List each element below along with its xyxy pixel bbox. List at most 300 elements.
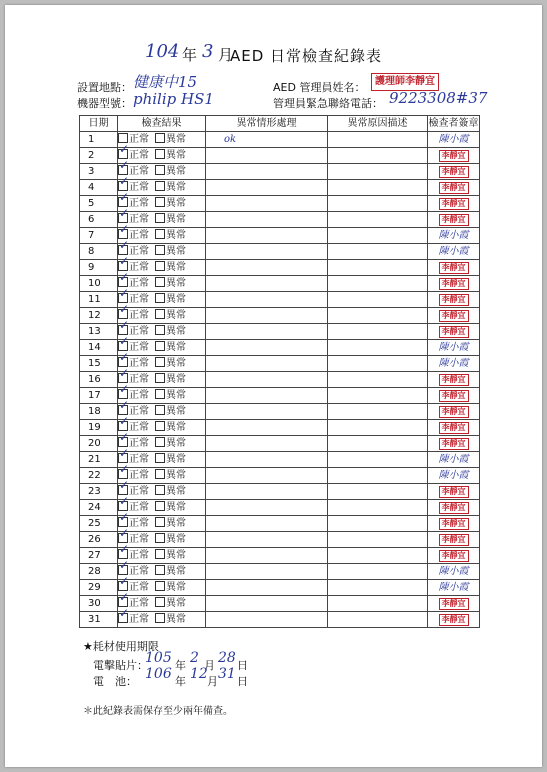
reason-cell xyxy=(328,564,428,580)
reason-cell xyxy=(328,244,428,260)
signature-handwritten: 陳小霞 xyxy=(438,566,469,577)
abnormal-checkbox[interactable] xyxy=(155,453,165,463)
reason-cell xyxy=(328,132,428,148)
result-cell xyxy=(118,324,206,340)
table-row xyxy=(80,612,480,628)
reason-cell xyxy=(328,276,428,292)
result-cell xyxy=(118,292,206,308)
abnormal-label: 異常 xyxy=(166,166,186,177)
signature-cell xyxy=(428,324,480,340)
normal-label: 正常 xyxy=(129,406,149,417)
abnormal-checkbox[interactable] xyxy=(155,565,165,575)
signature-stamp: 李靜宜 xyxy=(439,486,469,498)
table-row xyxy=(80,532,480,548)
abnormal-label: 異常 xyxy=(166,390,186,401)
signature-handwritten: 陳小霞 xyxy=(438,582,469,593)
result-cell xyxy=(118,564,206,580)
reason-cell xyxy=(328,308,428,324)
table-row xyxy=(80,308,480,324)
signature-stamp: 李靜宜 xyxy=(439,294,469,306)
abnormal-checkbox[interactable] xyxy=(155,389,165,399)
date-cell: 21 xyxy=(80,452,118,468)
signature-cell xyxy=(428,500,480,516)
abnormal-label: 異常 xyxy=(166,294,186,305)
abnormal-label: 異常 xyxy=(166,278,186,289)
abnormal-checkbox[interactable] xyxy=(155,597,165,607)
manager-stamp: 護理師李靜宜 xyxy=(371,73,439,91)
signature-cell xyxy=(428,372,480,388)
handling-cell xyxy=(206,308,328,324)
reason-cell xyxy=(328,404,428,420)
abnormal-checkbox[interactable] xyxy=(155,469,165,479)
table-row xyxy=(80,516,480,532)
table-row xyxy=(80,340,480,356)
handling-cell xyxy=(206,468,328,484)
normal-label: 正常 xyxy=(129,230,149,241)
normal-label: 正常 xyxy=(129,246,149,257)
table-row xyxy=(80,580,480,596)
date-cell: 6 xyxy=(80,212,118,228)
result-cell xyxy=(118,468,206,484)
reason-cell xyxy=(328,228,428,244)
handling-cell xyxy=(206,340,328,356)
abnormal-label: 異常 xyxy=(166,182,186,193)
signature-cell xyxy=(428,212,480,228)
abnormal-label: 異常 xyxy=(166,438,186,449)
retention-note: ＊此紀錄表需保存至少兩年備查。 xyxy=(83,706,233,717)
signature-cell xyxy=(428,532,480,548)
signature-stamp: 李靜宜 xyxy=(439,198,469,210)
abnormal-label: 異常 xyxy=(166,550,186,561)
result-cell xyxy=(118,340,206,356)
signature-cell xyxy=(428,308,480,324)
header-signature: 檢查者簽章 xyxy=(428,116,480,132)
signature-cell xyxy=(428,180,480,196)
abnormal-checkbox[interactable] xyxy=(155,213,165,223)
reason-cell xyxy=(328,532,428,548)
pads-month: 2 xyxy=(190,650,199,666)
date-cell: 13 xyxy=(80,324,118,340)
abnormal-checkbox[interactable] xyxy=(155,149,165,159)
abnormal-label: 異常 xyxy=(166,422,186,433)
table-row xyxy=(80,292,480,308)
abnormal-label: 異常 xyxy=(166,502,186,513)
signature-cell xyxy=(428,436,480,452)
normal-label: 正常 xyxy=(129,470,149,481)
signature-stamp: 李靜宜 xyxy=(439,166,469,178)
signature-cell xyxy=(428,516,480,532)
header-handling: 異常情形處理 xyxy=(206,116,328,132)
abnormal-checkbox[interactable] xyxy=(155,165,165,175)
date-cell: 20 xyxy=(80,436,118,452)
signature-stamp: 李靜宜 xyxy=(439,534,469,546)
signature-cell xyxy=(428,484,480,500)
signature-handwritten: 陳小霞 xyxy=(438,470,469,481)
table-row xyxy=(80,132,480,148)
table-row xyxy=(80,324,480,340)
abnormal-checkbox[interactable] xyxy=(155,549,165,559)
result-cell xyxy=(118,404,206,420)
handling-cell xyxy=(206,404,328,420)
consumables-heading: ★耗材使用期限 xyxy=(83,640,159,653)
table-row xyxy=(80,212,480,228)
abnormal-checkbox[interactable] xyxy=(155,581,165,591)
signature-cell xyxy=(428,260,480,276)
signature-cell xyxy=(428,420,480,436)
signature-stamp: 李靜宜 xyxy=(439,182,469,194)
handling-cell: ok xyxy=(206,132,328,148)
abnormal-checkbox[interactable] xyxy=(155,613,165,623)
result-cell xyxy=(118,612,206,628)
normal-label: 正常 xyxy=(129,134,149,145)
pads-year: 105 xyxy=(145,650,172,666)
signature-stamp: 李靜宜 xyxy=(439,214,469,226)
normal-label: 正常 xyxy=(129,198,149,209)
signature-cell xyxy=(428,468,480,484)
table-row xyxy=(80,500,480,516)
result-cell xyxy=(118,148,206,164)
reason-cell xyxy=(328,500,428,516)
pads-year-unit: 年 xyxy=(175,659,186,672)
table-row xyxy=(80,468,480,484)
normal-label: 正常 xyxy=(129,598,149,609)
result-cell xyxy=(118,196,206,212)
abnormal-label: 異常 xyxy=(166,134,186,145)
handling-cell xyxy=(206,148,328,164)
result-cell xyxy=(118,228,206,244)
abnormal-checkbox[interactable] xyxy=(155,373,165,383)
abnormal-label: 異常 xyxy=(166,582,186,593)
handling-cell xyxy=(206,260,328,276)
date-cell: 11 xyxy=(80,292,118,308)
signature-handwritten: 陳小霞 xyxy=(438,454,469,465)
signature-handwritten: 陳小霞 xyxy=(438,342,469,353)
signature-cell xyxy=(428,548,480,564)
abnormal-checkbox[interactable] xyxy=(155,517,165,527)
handling-cell xyxy=(206,292,328,308)
normal-label: 正常 xyxy=(129,566,149,577)
table-row xyxy=(80,484,480,500)
abnormal-label: 異常 xyxy=(166,198,186,209)
year-label: 年 xyxy=(182,46,198,64)
handling-cell xyxy=(206,564,328,580)
result-cell xyxy=(118,436,206,452)
result-cell xyxy=(118,580,206,596)
normal-label: 正常 xyxy=(129,550,149,561)
phone-value: 9223308#37 xyxy=(389,89,488,107)
abnormal-checkbox[interactable] xyxy=(155,325,165,335)
normal-label: 正常 xyxy=(129,422,149,433)
handling-cell xyxy=(206,196,328,212)
handling-cell xyxy=(206,212,328,228)
manager-label: AED 管理員姓名： xyxy=(273,81,366,94)
handling-cell xyxy=(206,580,328,596)
abnormal-checkbox[interactable] xyxy=(155,277,165,287)
abnormal-label: 異常 xyxy=(166,230,186,241)
abnormal-label: 異常 xyxy=(166,534,186,545)
table-row xyxy=(80,388,480,404)
table-row xyxy=(80,596,480,612)
reason-cell xyxy=(328,468,428,484)
signature-cell xyxy=(428,404,480,420)
signature-handwritten: 陳小霞 xyxy=(438,134,469,145)
abnormal-checkbox[interactable] xyxy=(155,501,165,511)
signature-stamp: 李靜宜 xyxy=(439,406,469,418)
abnormal-checkbox[interactable] xyxy=(155,229,165,239)
result-cell xyxy=(118,548,206,564)
abnormal-checkbox[interactable] xyxy=(155,245,165,255)
abnormal-label: 異常 xyxy=(166,342,186,353)
date-cell: 27 xyxy=(80,548,118,564)
battery-year-unit: 年 xyxy=(175,675,186,688)
header-reason: 異常原因描述 xyxy=(328,116,428,132)
normal-label: 正常 xyxy=(129,326,149,337)
handling-cell xyxy=(206,500,328,516)
abnormal-label: 異常 xyxy=(166,150,186,161)
handling-cell xyxy=(206,180,328,196)
handling-cell xyxy=(206,228,328,244)
normal-label: 正常 xyxy=(129,454,149,465)
reason-cell xyxy=(328,164,428,180)
result-cell xyxy=(118,516,206,532)
normal-label: 正常 xyxy=(129,614,149,625)
reason-cell xyxy=(328,548,428,564)
handling-cell xyxy=(206,324,328,340)
table-header-row xyxy=(80,116,480,132)
check-log-table xyxy=(79,115,480,628)
handling-cell xyxy=(206,452,328,468)
date-cell: 8 xyxy=(80,244,118,260)
month-label: 月 xyxy=(218,46,234,64)
signature-handwritten: 陳小霞 xyxy=(438,230,469,241)
abnormal-checkbox[interactable] xyxy=(155,405,165,415)
signature-cell xyxy=(428,276,480,292)
table-row xyxy=(80,276,480,292)
model-label: 機器型號： xyxy=(77,97,132,110)
signature-cell xyxy=(428,196,480,212)
form-title xyxy=(5,41,542,67)
location-value: 健康中15 xyxy=(133,73,198,91)
signature-cell xyxy=(428,132,480,148)
result-cell xyxy=(118,372,206,388)
pads-day-unit: 日 xyxy=(237,659,248,672)
handling-cell xyxy=(206,356,328,372)
result-cell xyxy=(118,484,206,500)
abnormal-label: 異常 xyxy=(166,470,186,481)
handling-cell xyxy=(206,596,328,612)
handling-cell xyxy=(206,388,328,404)
abnormal-checkbox[interactable] xyxy=(155,293,165,303)
reason-cell xyxy=(328,484,428,500)
abnormal-checkbox[interactable] xyxy=(155,485,165,495)
date-cell: 23 xyxy=(80,484,118,500)
battery-month-unit: 月 xyxy=(207,675,218,688)
handling-cell xyxy=(206,612,328,628)
signature-cell xyxy=(428,340,480,356)
date-cell: 12 xyxy=(80,308,118,324)
table-row xyxy=(80,260,480,276)
table-row xyxy=(80,564,480,580)
abnormal-label: 異常 xyxy=(166,246,186,257)
signature-cell xyxy=(428,452,480,468)
date-cell: 15 xyxy=(80,356,118,372)
result-cell xyxy=(118,132,206,148)
battery-label: 電 池： xyxy=(93,675,137,688)
model-value: philip HS1 xyxy=(133,90,214,108)
month-handwritten: 3 xyxy=(202,41,214,62)
abnormal-label: 異常 xyxy=(166,358,186,369)
pads-day: 28 xyxy=(218,650,236,666)
signature-cell xyxy=(428,148,480,164)
table-body xyxy=(80,132,480,628)
year-handwritten: 104 xyxy=(145,41,180,62)
normal-label: 正常 xyxy=(129,502,149,513)
normal-label: 正常 xyxy=(129,262,149,273)
battery-day-unit: 日 xyxy=(237,675,248,688)
normal-label: 正常 xyxy=(129,582,149,593)
abnormal-label: 異常 xyxy=(166,454,186,465)
battery-year: 106 xyxy=(145,666,172,682)
date-cell: 5 xyxy=(80,196,118,212)
result-cell xyxy=(118,500,206,516)
normal-label: 正常 xyxy=(129,486,149,497)
signature-stamp: 李靜宜 xyxy=(439,550,469,562)
abnormal-checkbox[interactable] xyxy=(155,357,165,367)
date-cell: 18 xyxy=(80,404,118,420)
reason-cell xyxy=(328,372,428,388)
table-row xyxy=(80,420,480,436)
normal-label: 正常 xyxy=(129,214,149,225)
normal-label: 正常 xyxy=(129,374,149,385)
signature-handwritten: 陳小霞 xyxy=(438,358,469,369)
location-label: 設置地點： xyxy=(77,81,132,94)
reason-cell xyxy=(328,388,428,404)
handling-cell xyxy=(206,276,328,292)
date-cell: 17 xyxy=(80,388,118,404)
handling-cell xyxy=(206,484,328,500)
pads-label: 電擊貼片： xyxy=(93,659,148,672)
table-row xyxy=(80,404,480,420)
signature-cell xyxy=(428,228,480,244)
result-cell xyxy=(118,388,206,404)
signature-stamp: 李靜宜 xyxy=(439,502,469,514)
result-cell xyxy=(118,164,206,180)
signature-stamp: 李靜宜 xyxy=(439,326,469,338)
handling-cell xyxy=(206,420,328,436)
abnormal-checkbox[interactable] xyxy=(155,421,165,431)
date-cell: 16 xyxy=(80,372,118,388)
result-cell xyxy=(118,420,206,436)
abnormal-label: 異常 xyxy=(166,310,186,321)
battery-day: 31 xyxy=(218,666,236,682)
result-cell xyxy=(118,276,206,292)
date-cell: 28 xyxy=(80,564,118,580)
handling-cell xyxy=(206,516,328,532)
normal-label: 正常 xyxy=(129,294,149,305)
table-row xyxy=(80,196,480,212)
reason-cell xyxy=(328,580,428,596)
result-cell xyxy=(118,532,206,548)
signature-cell xyxy=(428,292,480,308)
abnormal-checkbox[interactable] xyxy=(155,341,165,351)
abnormal-checkbox[interactable] xyxy=(155,437,165,447)
handling-cell xyxy=(206,164,328,180)
pads-month-unit: 月 xyxy=(204,659,215,672)
reason-cell xyxy=(328,612,428,628)
signature-stamp: 李靜宜 xyxy=(439,438,469,450)
signature-stamp: 李靜宜 xyxy=(439,374,469,386)
date-cell: 4 xyxy=(80,180,118,196)
table-row xyxy=(80,148,480,164)
signature-cell xyxy=(428,612,480,628)
date-cell: 29 xyxy=(80,580,118,596)
abnormal-label: 異常 xyxy=(166,262,186,273)
signature-cell xyxy=(428,564,480,580)
date-cell: 14 xyxy=(80,340,118,356)
battery-month: 12 xyxy=(190,666,208,682)
signature-cell xyxy=(428,244,480,260)
reason-cell xyxy=(328,420,428,436)
result-cell xyxy=(118,452,206,468)
normal-label: 正常 xyxy=(129,278,149,289)
reason-cell xyxy=(328,516,428,532)
normal-label: 正常 xyxy=(129,438,149,449)
result-cell xyxy=(118,308,206,324)
abnormal-checkbox[interactable] xyxy=(155,309,165,319)
signature-cell xyxy=(428,580,480,596)
signature-stamp: 李靜宜 xyxy=(439,278,469,290)
abnormal-label: 異常 xyxy=(166,374,186,385)
date-cell: 10 xyxy=(80,276,118,292)
normal-label: 正常 xyxy=(129,150,149,161)
abnormal-checkbox[interactable] xyxy=(155,533,165,543)
signature-stamp: 李靜宜 xyxy=(439,518,469,530)
abnormal-checkbox[interactable] xyxy=(155,197,165,207)
abnormal-label: 異常 xyxy=(166,518,186,529)
abnormal-checkbox[interactable] xyxy=(155,133,165,143)
abnormal-label: 異常 xyxy=(166,566,186,577)
reason-cell xyxy=(328,212,428,228)
signature-cell xyxy=(428,596,480,612)
date-cell: 26 xyxy=(80,532,118,548)
handling-cell xyxy=(206,532,328,548)
abnormal-checkbox[interactable] xyxy=(155,261,165,271)
normal-label: 正常 xyxy=(129,518,149,529)
date-cell: 25 xyxy=(80,516,118,532)
handling-cell xyxy=(206,436,328,452)
reason-cell xyxy=(328,148,428,164)
date-cell: 7 xyxy=(80,228,118,244)
normal-label: 正常 xyxy=(129,182,149,193)
abnormal-label: 異常 xyxy=(166,486,186,497)
signature-cell xyxy=(428,388,480,404)
reason-cell xyxy=(328,180,428,196)
reason-cell xyxy=(328,452,428,468)
table-row xyxy=(80,244,480,260)
table-row xyxy=(80,452,480,468)
normal-label: 正常 xyxy=(129,390,149,401)
date-cell: 22 xyxy=(80,468,118,484)
abnormal-label: 異常 xyxy=(166,214,186,225)
normal-checkbox[interactable] xyxy=(118,613,128,623)
normal-label: 正常 xyxy=(129,358,149,369)
abnormal-label: 異常 xyxy=(166,614,186,625)
signature-stamp: 李靜宜 xyxy=(439,614,469,626)
signature-stamp: 李靜宜 xyxy=(439,310,469,322)
table-row xyxy=(80,436,480,452)
abnormal-checkbox[interactable] xyxy=(155,181,165,191)
handling-cell xyxy=(206,244,328,260)
